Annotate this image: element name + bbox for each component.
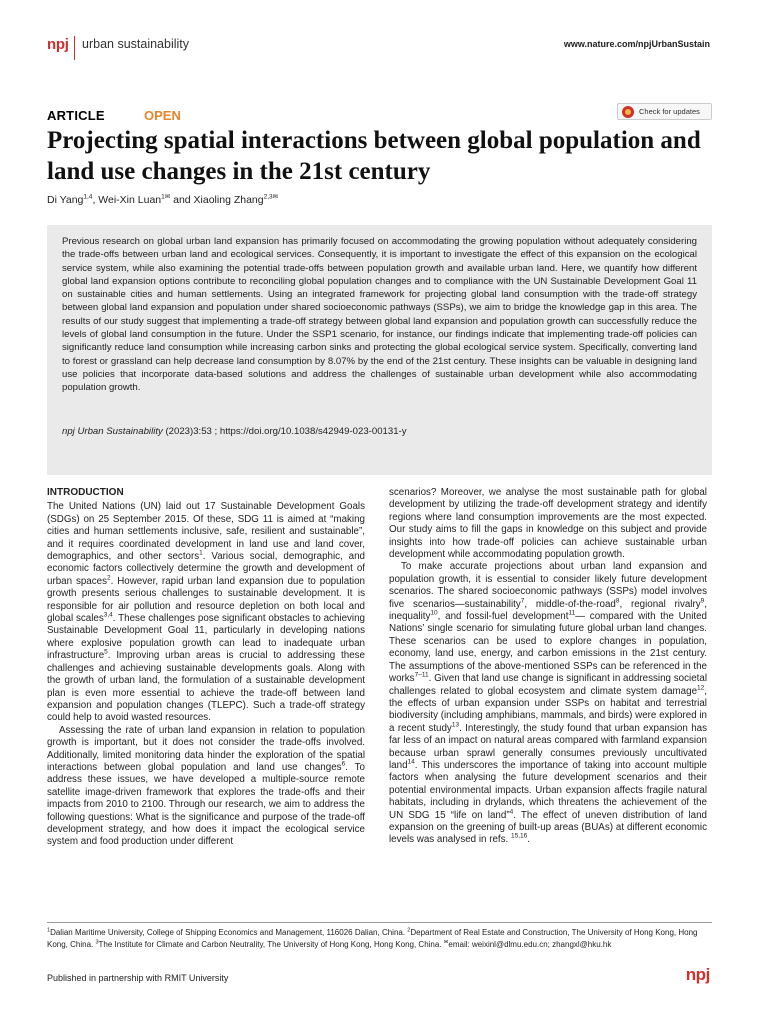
author-separator: and <box>170 194 194 206</box>
author-name[interactable]: Xiaoling Zhang <box>193 194 264 206</box>
text-run: . The effect of uneven distribution of land expansion on the greening of built-up areas (BUAs) at different economic levels was analysed in refs. <box>389 809 707 846</box>
author-affiliation: 1,4 <box>83 193 93 201</box>
citation-ref-link[interactable]: 2 <box>106 574 111 582</box>
author-affiliation: 1✉ <box>161 193 171 201</box>
body-column-left <box>47 487 365 849</box>
journal-header <box>47 36 710 58</box>
citation-ref-link[interactable]: 10 <box>430 609 438 617</box>
footnote-marker: 2 <box>407 927 411 934</box>
footnote-divider <box>47 922 712 923</box>
footnote-text: The Institute for Climate and Carbon Neutrality, The University of Hong Kong, Hong Kong, China. <box>98 939 444 949</box>
text-run: . This underscores the importance of taking into account multiple factors when analysing the future development scenarios and their potential environmental impacts. Urban expansion affects fragile natural habitats, including in drylands, which threatens the achievement of the UN SDG 15 “life on land” <box>389 759 707 821</box>
text-run: The United Nations (UN) laid out 17 Sustainable Development Goals (SDGs) on 25 September 2015. Of these, SDG 11 is aimed at “making cities and human settlements inclusive, safe, resilient and sustainable”, and it requires coordinated development in land use and land cover, demographics, and other sectors <box>47 501 365 563</box>
citation-ref-link[interactable]: 1 <box>199 549 203 557</box>
citation-ref-link[interactable]: 3,4 <box>103 611 113 619</box>
header-divider <box>74 36 75 60</box>
citation-ref-link[interactable]: 11 <box>568 609 576 617</box>
text-run: . To address these issues, we have developed a multiple-source remote satellite image-driven framework that explores the trade-offs and their impacts from 2010 to 2100. Through our research, we aim to address the following questions: What is the significance and purpose of the trade-off development strategy, and how does it impact the ecological service system and food production under different <box>47 761 365 848</box>
abstract-text: Previous research on global urban land expansion has primarily focused on accommodating the growing population without adequately considering the trade-offs between urban land and ecological services. Consequently, it is important to investigate the effect of this expansion on the ecological service system, while also examining the potential trade-offs between population growth and available urban land. Here, we quantify how different global land expansion options contribute to reconciling global population changes and to compliance with the UN Sustainable Development Goal 11 on sustainable cities and human settlements. Using an integrated framework for projecting global land consumption with the trade-off strategy between global land expansion and population under shared socioeconomic pathways (SSPs), we aim to bridge the knowledge gap in this area. The results of our study suggest that implementing a trade-off strategy between global land expansion and population growth can successfully reduce the levels of global land consumption in the future. Under the SSP1 scenario, for instance, our findings indicate that implementing trade-off policies can significantly reduce land consumption while increasing carbon sinks and protecting the global ecological service system. Specifically, converting land to forest or grassland can help decrease land consumption by 8.07% by the end of the 21st century. These insights can be valuable in designing land use policies that incorporate data-based solutions and address the challenges of sustainable urban development while also accommodating population growth. <box>62 236 697 394</box>
text-run: . Improving urban areas is crucial to addressing these challenges and achieving sustainable developments goals. Along with the growth of urban land, the formulation of a sustainable development plan is even more essential to achieve the trade-off between land expansion and population changes (TLEPC). Such a trade-off strategy could help to avoid wasted resources. <box>47 650 365 724</box>
section-heading-introduction: INTRODUCTION <box>47 487 124 498</box>
citation-journal: npj Urban Sustainability <box>62 426 163 437</box>
paragraph <box>47 725 365 849</box>
footnote-marker: 3 <box>95 938 99 945</box>
article-title: Projecting spatial interactions between global population and land use changes in the 21st century <box>47 127 701 185</box>
citation-ref-link[interactable]: 13 <box>451 721 460 729</box>
check-for-updates-button[interactable] <box>617 103 712 120</box>
text-run: . However, rapid urban land expansion due to population growth presents serious challenges to sustainable development. It is responsible for air pollution and resource depletion on both local and global scales <box>47 575 365 625</box>
text-run: . Interestingly, the study found that urban expansion has far less of an impact on natural areas compared with farmland expansion because urban sprawl generally consumes previously uncultivated land <box>389 722 707 771</box>
crossmark-icon <box>622 106 634 118</box>
text-run: . <box>527 834 530 846</box>
citation-ref-link[interactable]: 9 <box>700 597 705 605</box>
text-run: , inequality <box>389 598 707 623</box>
citation-ref-link[interactable]: 8 <box>615 597 620 605</box>
text-run: , regional rivalry <box>619 598 701 610</box>
abstract-box <box>47 225 712 475</box>
npj-footer-logo: npj <box>685 965 710 984</box>
text-run: , and fossil-fuel development <box>437 611 569 623</box>
citation-ref-link[interactable]: 7 <box>520 597 525 605</box>
text-run: , the effects of urban expansion under SSPs on habitat and terrestrial biodiversity (including amphibians, mammals, and birds) were explored in a recent study <box>389 685 707 734</box>
paragraph <box>389 561 707 846</box>
citation-ref-link[interactable]: 7–11 <box>414 671 429 679</box>
article-type-label: ARTICLE <box>47 108 105 123</box>
text-run: . These challenges pose significant obstacles to achieving Sustainable Development Goal 11, particularly in developing nations where explosive population growth can lead to inadequate urban infrastructure <box>47 613 365 662</box>
citation-ref-link[interactable]: 15,16 <box>510 833 528 841</box>
footnote-text: email: weixinl@dlmu.edu.cn; zhangxl@hku.hk <box>448 939 612 949</box>
citation-ref-link[interactable]: 14 <box>407 758 415 766</box>
author-name[interactable]: Di Yang <box>47 194 84 206</box>
open-access-label: OPEN <box>144 108 181 123</box>
author-affiliation: 2,3✉ <box>263 193 279 201</box>
text-run: — compared with the United Nations’ single scenario for simulating future global urban land changes. These scenarios can be used to explore changes in population, economy, land use, energy, and carbon emissions in the 21st century. The assumptions of the above-mentioned SSPs can be referenced in the works <box>389 611 708 685</box>
body-column-right <box>389 487 707 847</box>
footnote-marker: ✉ <box>443 938 449 945</box>
affiliations-footnote <box>47 927 712 950</box>
text-run: Assessing the rate of urban land expansion in relation to population growth is important, but it does not consider the trade-offs involved. Additionally, limited monitoring data hinder the exploration of the spatial interactions between global population and land use changes <box>47 724 365 773</box>
text-run: To make accurate projections about urban land expansion and population growth, it is essential to consider likely future development scenarios. The shared socioeconomic pathways (SSPs) model involves five scenarios—sustainability <box>389 561 707 610</box>
citation-doi-link[interactable]: (2023)3:53 ; https://doi.org/10.1038/s42949-023-00131-y <box>162 426 407 437</box>
footnote-marker: 1 <box>47 927 51 934</box>
footnote-text: Department of Real Estate and Construction, The University of Hong Kong, Hong Kong, China. <box>47 928 698 949</box>
text-run: . Given that land use change is significant in addressing societal challenges related to global ecosystem and climate system damage <box>389 673 707 697</box>
citation-line <box>62 426 407 437</box>
check-updates-label: Check for updates <box>639 107 700 116</box>
citation-ref-link[interactable]: 6 <box>341 760 346 768</box>
paragraph <box>47 501 365 724</box>
author-name[interactable]: Wei-Xin Luan <box>98 194 162 206</box>
citation-ref-link[interactable]: 12 <box>697 684 705 692</box>
text-run: , middle-of-the-road <box>524 598 616 610</box>
npj-logo[interactable]: npj <box>47 36 69 53</box>
journal-name: urban sustainability <box>82 37 190 51</box>
text-run: . Various social, demographic, and economic factors collectively determine the growth and development of urban spaces <box>47 551 365 587</box>
paragraph <box>389 487 707 561</box>
author-list <box>47 194 278 206</box>
citation-ref-link[interactable]: 5 <box>104 649 108 657</box>
text-run: scenarios? Moreover, we analyse the most sustainable path for global development by utilizing the trade-off development strategy and identify regions where land consumption improvements are the most expected. Our study aims to fill the gaps in knowledge on this subject and provide insights into how trade-off policies can achieve sustainable urban development while accommodating population growth. <box>389 487 707 561</box>
journal-url-link[interactable]: www.nature.com/npjUrbanSustain <box>563 39 710 49</box>
author-separator: , <box>92 194 99 206</box>
footnote-text: Dalian Maritime University, College of Shipping Economics and Management, 116026 Dalian, China. <box>50 928 408 937</box>
citation-ref-link[interactable]: 4 <box>509 808 514 816</box>
partnership-note: Published in partnership with RMIT University <box>47 973 229 983</box>
